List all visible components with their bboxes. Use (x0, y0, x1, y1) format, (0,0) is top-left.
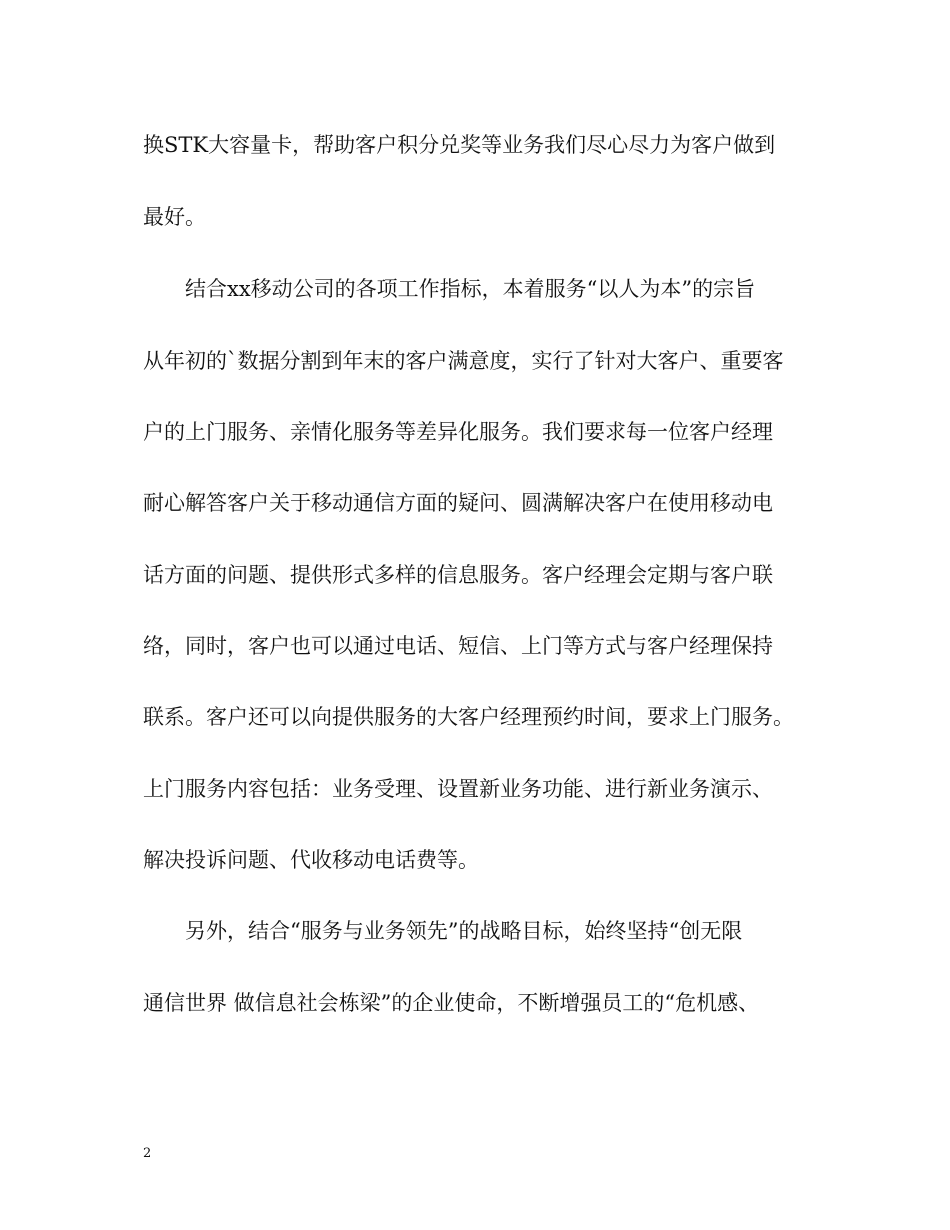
text-line-10: 上门服务内容包括：业务受理、设置新业务功能、进行新业务演示、 (143, 777, 773, 801)
text-line-6: 耐心解答客户关于移动通信方面的疑问、圆满解决客户在使用移动电 (143, 491, 773, 515)
text-line-7: 话方面的问题、提供形式多样的信息服务。客户经理会定期与客户联 (143, 563, 773, 587)
text-line-4: 从年初的`数据分割到年末的客户满意度，实行了针对大客户、重要客 (143, 349, 784, 373)
text-line-8: 络，同时，客户也可以通过电话、短信、上门等方式与客户经理保持 (143, 634, 773, 658)
text-line-2: 最好。 (143, 205, 206, 229)
text-line-1: 换STK大容量卡，帮助客户积分兑奖等业务我们尽心尽力为客户做到 (143, 133, 776, 157)
text-line-3: 结合xx移动公司的各项工作指标，本着服务“以人为本”的宗旨 (185, 277, 756, 301)
text-line-11: 解决投诉问题、代收移动电话费等。 (143, 848, 479, 872)
text-line-5: 户的上门服务、亲情化服务等差异化服务。我们要求每一位客户经理 (143, 420, 773, 444)
page-number: 2 (143, 1146, 152, 1161)
text-line-12: 另外，结合“服务与业务领先”的战略目标，始终坚持“创无限 (185, 919, 743, 943)
text-line-13: 通信世界 做信息社会栋梁”的企业使命，不断增强员工的“危机感、 (143, 991, 760, 1015)
text-line-9: 联系。客户还可以向提供服务的大客户经理预约时间，要求上门服务。 (143, 705, 794, 729)
